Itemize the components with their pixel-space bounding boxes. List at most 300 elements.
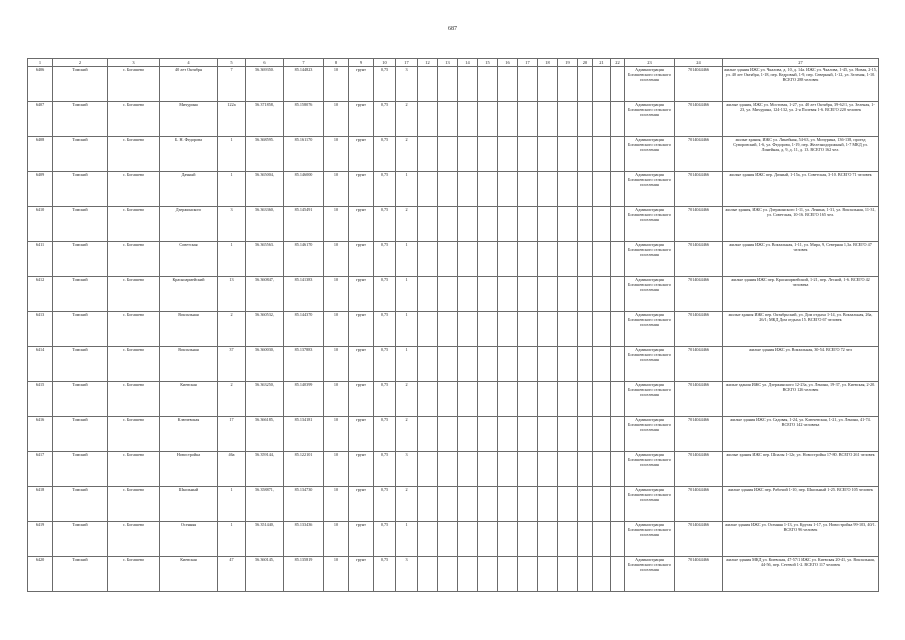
empty-cell xyxy=(538,312,558,347)
house-cell: 1 xyxy=(218,242,246,277)
empty-cell xyxy=(418,277,438,312)
container-count-cell: 2 xyxy=(396,137,418,172)
width-cell: 10 xyxy=(324,102,349,137)
longitude-cell: 85.134730 xyxy=(284,487,324,522)
table-row xyxy=(28,172,879,207)
district-cell: Томский xyxy=(53,452,108,487)
column-number: 5 xyxy=(218,59,246,67)
empty-cell xyxy=(611,522,625,557)
empty-cell xyxy=(593,242,611,277)
owner-cell: Администрация Богашевского сельского поселения xyxy=(625,137,675,172)
empty-cell xyxy=(458,102,478,137)
owner-cell: Администрация Богашевского сельского поселения xyxy=(625,242,675,277)
empty-cell xyxy=(458,207,478,242)
empty-cell xyxy=(518,417,538,452)
empty-cell xyxy=(593,172,611,207)
empty-cell xyxy=(478,137,498,172)
empty-cell xyxy=(518,67,538,102)
row-number: 6408 xyxy=(28,137,53,172)
column-number: 8 xyxy=(324,59,349,67)
inn-cell: 7014044466 xyxy=(675,382,723,417)
longitude-cell: 85.145491 xyxy=(284,207,324,242)
longitude-cell: 85.144823 xyxy=(284,67,324,102)
inn-cell: 7014044466 xyxy=(675,417,723,452)
empty-cell xyxy=(558,347,578,382)
empty-cell xyxy=(558,382,578,417)
empty-cell xyxy=(593,487,611,522)
district-cell: Томский xyxy=(53,137,108,172)
empty-cell xyxy=(558,172,578,207)
empty-cell xyxy=(593,67,611,102)
settlement-cell: с. Богашево xyxy=(108,242,160,277)
district-cell: Томский xyxy=(53,417,108,452)
container-count-cell: 3 xyxy=(396,557,418,592)
inn-cell: 7014044466 xyxy=(675,207,723,242)
container-count-cell: 1 xyxy=(396,277,418,312)
row-number: 6410 xyxy=(28,207,53,242)
settlement-cell: с. Богашево xyxy=(108,277,160,312)
empty-cell xyxy=(418,312,438,347)
table-row xyxy=(28,452,879,487)
inn-cell: 7014044466 xyxy=(675,242,723,277)
empty-cell xyxy=(538,102,558,137)
district-cell: Томский xyxy=(53,487,108,522)
house-cell: 46а xyxy=(218,452,246,487)
settlement-cell: с. Богашево xyxy=(108,137,160,172)
table-row xyxy=(28,102,879,137)
settlement-cell: с. Богашево xyxy=(108,67,160,102)
empty-cell xyxy=(498,312,518,347)
empty-cell xyxy=(438,452,458,487)
column-number: 27 xyxy=(723,59,879,67)
surface-cell: грунт xyxy=(349,347,374,382)
table-row xyxy=(28,557,879,592)
surface-cell: грунт xyxy=(349,522,374,557)
street-cell: Вокзальная xyxy=(160,312,218,347)
empty-cell xyxy=(578,487,593,522)
empty-cell xyxy=(538,487,558,522)
empty-cell xyxy=(538,557,558,592)
empty-cell xyxy=(498,172,518,207)
empty-cell xyxy=(578,67,593,102)
empty-cell xyxy=(578,522,593,557)
street-cell: Киевская xyxy=(160,557,218,592)
row-number: 6412 xyxy=(28,277,53,312)
settlement-cell: с. Богашево xyxy=(108,102,160,137)
empty-cell xyxy=(518,207,538,242)
width-cell: 10 xyxy=(324,67,349,102)
served-objects-cell: жилые здания, ИЖС ул. Мостовая, 1-27, ул. 40 лет Октября, 39-62/1, ул. Зеленая, 1-23, ул. Мичурина, 124-132, ул. 2-я Полевая 1-6. ВСЕГО 220 человек xyxy=(723,102,879,137)
served-objects-cell: жилые здания МКД ул. Киевская, 47-57/1 ИЖС ул. Киевская 20-41, ул. Вокзальная, 44-56, пер. Сетевой 1-2. ВСЕГО 117 человек xyxy=(723,557,879,592)
area-cell: 0,75 xyxy=(374,207,396,242)
empty-cell xyxy=(438,242,458,277)
longitude-cell: 85.158076 xyxy=(284,102,324,137)
empty-cell xyxy=(558,242,578,277)
street-cell: Дзержинского xyxy=(160,207,218,242)
empty-cell xyxy=(458,67,478,102)
empty-cell xyxy=(558,207,578,242)
inn-cell: 7014044466 xyxy=(675,522,723,557)
house-cell: 13 xyxy=(218,277,246,312)
empty-cell xyxy=(478,67,498,102)
empty-cell xyxy=(538,522,558,557)
empty-cell xyxy=(418,207,438,242)
container-count-cell: 2 xyxy=(396,102,418,137)
width-cell: 10 xyxy=(324,487,349,522)
empty-cell xyxy=(418,417,438,452)
served-objects-cell: жилые здания ИЖС пер. Шпалы 1-12г, ул. Новостройка 17-80. ВСЕГО 261 человек xyxy=(723,452,879,487)
surface-cell: грунт xyxy=(349,137,374,172)
street-cell: Вокзальная xyxy=(160,347,218,382)
empty-cell xyxy=(593,452,611,487)
container-count-cell: 1 xyxy=(396,522,418,557)
empty-cell xyxy=(593,417,611,452)
inn-cell: 7014044466 xyxy=(675,67,723,102)
empty-cell xyxy=(593,312,611,347)
house-cell: 37 xyxy=(218,347,246,382)
area-cell: 0,75 xyxy=(374,242,396,277)
empty-cell xyxy=(478,207,498,242)
row-number: 6414 xyxy=(28,347,53,382)
owner-cell: Администрация Богашевского сельского поселения xyxy=(625,277,675,312)
empty-cell xyxy=(498,487,518,522)
width-cell: 10 xyxy=(324,452,349,487)
empty-cell xyxy=(558,452,578,487)
surface-cell: грунт xyxy=(349,312,374,347)
column-number: 1 xyxy=(28,59,53,67)
empty-cell xyxy=(418,137,438,172)
container-count-cell: 1 xyxy=(396,242,418,277)
empty-cell xyxy=(518,312,538,347)
district-cell: Томский xyxy=(53,522,108,557)
longitude-cell: 85.133436 xyxy=(284,522,324,557)
empty-cell xyxy=(478,347,498,382)
column-number: 12 xyxy=(418,59,438,67)
owner-cell: Администрация Богашевского сельского поселения xyxy=(625,172,675,207)
empty-cell xyxy=(498,522,518,557)
surface-cell: грунт xyxy=(349,557,374,592)
empty-cell xyxy=(438,172,458,207)
empty-cell xyxy=(498,102,518,137)
empty-cell xyxy=(418,242,438,277)
column-number: 10 xyxy=(374,59,396,67)
settlement-cell: с. Богашево xyxy=(108,312,160,347)
empty-cell xyxy=(458,137,478,172)
empty-cell xyxy=(498,207,518,242)
longitude-cell: 85.141383 xyxy=(284,277,324,312)
empty-cell xyxy=(518,452,538,487)
empty-cell xyxy=(478,452,498,487)
empty-cell xyxy=(578,172,593,207)
empty-cell xyxy=(438,137,458,172)
empty-cell xyxy=(518,137,538,172)
empty-cell xyxy=(538,137,558,172)
area-cell: 0,75 xyxy=(374,522,396,557)
longitude-cell: 85.146000 xyxy=(284,172,324,207)
empty-cell xyxy=(458,417,478,452)
empty-cell xyxy=(438,382,458,417)
owner-cell: Администрация Богашевского сельского поселения xyxy=(625,312,675,347)
empty-cell xyxy=(458,277,478,312)
empty-cell xyxy=(518,102,538,137)
owner-cell: Администрация Богашевского сельского поселения xyxy=(625,102,675,137)
house-cell: 3 xyxy=(218,207,246,242)
container-count-cell: 2 xyxy=(396,382,418,417)
surface-cell: грунт xyxy=(349,277,374,312)
empty-cell xyxy=(611,557,625,592)
latitude-cell: 56.371858, xyxy=(246,102,284,137)
house-cell: 1 xyxy=(218,137,246,172)
empty-cell xyxy=(558,312,578,347)
latitude-cell: 56.360847, xyxy=(246,277,284,312)
empty-cell xyxy=(578,557,593,592)
empty-cell xyxy=(458,452,478,487)
column-number: 2 xyxy=(53,59,108,67)
empty-cell xyxy=(478,312,498,347)
empty-cell xyxy=(558,67,578,102)
empty-cell xyxy=(518,557,538,592)
house-cell: 17 xyxy=(218,417,246,452)
empty-cell xyxy=(498,67,518,102)
table-row xyxy=(28,207,879,242)
empty-cell xyxy=(593,137,611,172)
empty-cell xyxy=(611,452,625,487)
empty-cell xyxy=(538,242,558,277)
page-number: 687 xyxy=(448,26,457,32)
table-row xyxy=(28,382,879,417)
width-cell: 10 xyxy=(324,137,349,172)
empty-cell xyxy=(478,557,498,592)
container-count-cell: 1 xyxy=(396,312,418,347)
district-cell: Томский xyxy=(53,242,108,277)
empty-cell xyxy=(538,207,558,242)
empty-cell xyxy=(478,242,498,277)
longitude-cell: 85.144370 xyxy=(284,312,324,347)
street-cell: Б. Н. Федорова xyxy=(160,137,218,172)
empty-cell xyxy=(518,242,538,277)
empty-cell xyxy=(458,312,478,347)
empty-cell xyxy=(518,522,538,557)
column-number: 22 xyxy=(611,59,625,67)
container-count-cell: 1 xyxy=(396,347,418,382)
column-number: 18 xyxy=(538,59,558,67)
column-number: 6 xyxy=(246,59,284,67)
column-number: 3 xyxy=(108,59,160,67)
width-cell: 10 xyxy=(324,172,349,207)
empty-cell xyxy=(578,277,593,312)
empty-cell xyxy=(611,172,625,207)
empty-cell xyxy=(538,382,558,417)
surface-cell: грунт xyxy=(349,172,374,207)
settlement-cell: с. Богашево xyxy=(108,417,160,452)
column-number: 4 xyxy=(160,59,218,67)
area-cell: 0,75 xyxy=(374,347,396,382)
street-cell: Советская xyxy=(160,242,218,277)
empty-cell xyxy=(611,67,625,102)
table-row xyxy=(28,137,879,172)
row-number: 6406 xyxy=(28,67,53,102)
empty-cell xyxy=(478,522,498,557)
district-cell: Томский xyxy=(53,207,108,242)
empty-cell xyxy=(593,557,611,592)
longitude-cell: 85.161170 xyxy=(284,137,324,172)
empty-cell xyxy=(558,487,578,522)
street-cell: Новостройка xyxy=(160,452,218,487)
empty-cell xyxy=(478,277,498,312)
width-cell: 10 xyxy=(324,382,349,417)
container-count-cell: 1 xyxy=(396,172,418,207)
empty-cell xyxy=(418,102,438,137)
empty-cell xyxy=(558,522,578,557)
owner-cell: Администрация Богашевского сельского поселения xyxy=(625,522,675,557)
row-number: 6411 xyxy=(28,242,53,277)
inn-cell: 7014044466 xyxy=(675,277,723,312)
empty-cell xyxy=(611,137,625,172)
settlement-cell: с. Богашево xyxy=(108,557,160,592)
empty-cell xyxy=(578,242,593,277)
empty-cell xyxy=(458,172,478,207)
empty-cell xyxy=(558,137,578,172)
district-cell: Томский xyxy=(53,277,108,312)
table-row xyxy=(28,347,879,382)
latitude-cell: 56.365004, xyxy=(246,172,284,207)
empty-cell xyxy=(538,67,558,102)
area-cell: 0,75 xyxy=(374,557,396,592)
empty-cell xyxy=(478,417,498,452)
empty-cell xyxy=(578,347,593,382)
inn-cell: 7014044466 xyxy=(675,137,723,172)
inn-cell: 7014044466 xyxy=(675,102,723,137)
longitude-cell: 85.146170 xyxy=(284,242,324,277)
empty-cell xyxy=(578,312,593,347)
empty-cell xyxy=(438,102,458,137)
owner-cell: Администрация Богашевского сельского поселения xyxy=(625,67,675,102)
empty-cell xyxy=(558,102,578,137)
district-cell: Томский xyxy=(53,347,108,382)
table-body xyxy=(28,67,879,592)
empty-cell xyxy=(518,347,538,382)
width-cell: 10 xyxy=(324,277,349,312)
served-objects-cell: жилые здания ИЖС ул. Вокзальная, 1-11, ул. Мира, 9, Северная 1,3а. ВСЕГО 47 человек xyxy=(723,242,879,277)
empty-cell xyxy=(438,277,458,312)
empty-cell xyxy=(578,102,593,137)
street-cell: Ключевская xyxy=(160,417,218,452)
table-row xyxy=(28,67,879,102)
empty-cell xyxy=(538,172,558,207)
column-number: 17 xyxy=(396,59,418,67)
empty-cell xyxy=(438,207,458,242)
row-number: 6409 xyxy=(28,172,53,207)
settlement-cell: с. Богашево xyxy=(108,347,160,382)
area-cell: 0,75 xyxy=(374,382,396,417)
house-cell: 1 xyxy=(218,487,246,522)
area-cell: 0,75 xyxy=(374,312,396,347)
empty-cell xyxy=(498,417,518,452)
house-cell: 47 xyxy=(218,557,246,592)
area-cell: 0,75 xyxy=(374,277,396,312)
empty-cell xyxy=(611,207,625,242)
empty-cell xyxy=(418,557,438,592)
served-objects-cell: жилые здания, ИЖС ул. Дзержинского 1-11, ул. Ленина, 1-31, ул. Вокзальная, 11-31, ул. Советская, 10-16. ВСЕГО 165 чел. xyxy=(723,207,879,242)
street-cell: Киевская xyxy=(160,382,218,417)
settlement-cell: с. Богашево xyxy=(108,207,160,242)
table-row xyxy=(28,312,879,347)
empty-cell xyxy=(558,417,578,452)
empty-cell xyxy=(611,417,625,452)
empty-cell xyxy=(611,312,625,347)
street-cell: 40 лет Октября xyxy=(160,67,218,102)
street-cell: Осенняя xyxy=(160,522,218,557)
width-cell: 10 xyxy=(324,417,349,452)
area-cell: 0,75 xyxy=(374,137,396,172)
street-cell: Дачный xyxy=(160,172,218,207)
latitude-cell: 56.366185, xyxy=(246,417,284,452)
owner-cell: Администрация Богашевского сельского поселения xyxy=(625,382,675,417)
width-cell: 10 xyxy=(324,522,349,557)
width-cell: 10 xyxy=(324,347,349,382)
latitude-cell: 56.358871, xyxy=(246,487,284,522)
inn-cell: 7014044466 xyxy=(675,347,723,382)
district-cell: Томский xyxy=(53,557,108,592)
latitude-cell: 56.360030, xyxy=(246,347,284,382)
column-number: 24 xyxy=(675,59,723,67)
house-cell: 122а xyxy=(218,102,246,137)
house-cell: 2 xyxy=(218,382,246,417)
row-number: 6418 xyxy=(28,487,53,522)
empty-cell xyxy=(478,382,498,417)
empty-cell xyxy=(458,557,478,592)
column-number: 19 xyxy=(558,59,578,67)
empty-cell xyxy=(611,487,625,522)
empty-cell xyxy=(498,137,518,172)
row-number: 6419 xyxy=(28,522,53,557)
served-objects-cell: жилые здания ИЖС ул. Вокзальная, 30-54. ВСЕГО 72 чел xyxy=(723,347,879,382)
empty-cell xyxy=(593,207,611,242)
surface-cell: грунт xyxy=(349,382,374,417)
latitude-cell: 56.363250, xyxy=(246,382,284,417)
inn-cell: 7014044466 xyxy=(675,172,723,207)
empty-cell xyxy=(498,242,518,277)
street-cell: Красноармейский xyxy=(160,277,218,312)
registry-table xyxy=(27,58,879,592)
empty-cell xyxy=(418,382,438,417)
surface-cell: грунт xyxy=(349,417,374,452)
row-number: 6417 xyxy=(28,452,53,487)
empty-cell xyxy=(418,67,438,102)
settlement-cell: с. Богашево xyxy=(108,487,160,522)
table-row xyxy=(28,487,879,522)
empty-cell xyxy=(458,382,478,417)
latitude-cell: 56.369350. xyxy=(246,67,284,102)
surface-cell: грунт xyxy=(349,67,374,102)
empty-cell xyxy=(418,172,438,207)
container-count-cell: 2 xyxy=(396,487,418,522)
empty-cell xyxy=(611,242,625,277)
empty-cell xyxy=(418,487,438,522)
house-cell: 1 xyxy=(218,522,246,557)
area-cell: 0,75 xyxy=(374,67,396,102)
latitude-cell: 56.363360, xyxy=(246,207,284,242)
longitude-cell: 85.135819 xyxy=(284,557,324,592)
empty-cell xyxy=(593,347,611,382)
empty-cell xyxy=(438,347,458,382)
owner-cell: Администрация Богашевского сельского поселения xyxy=(625,347,675,382)
column-number: 16 xyxy=(498,59,518,67)
empty-cell xyxy=(593,102,611,137)
empty-cell xyxy=(538,277,558,312)
street-cell: Мичурина xyxy=(160,102,218,137)
column-number: 13 xyxy=(438,59,458,67)
